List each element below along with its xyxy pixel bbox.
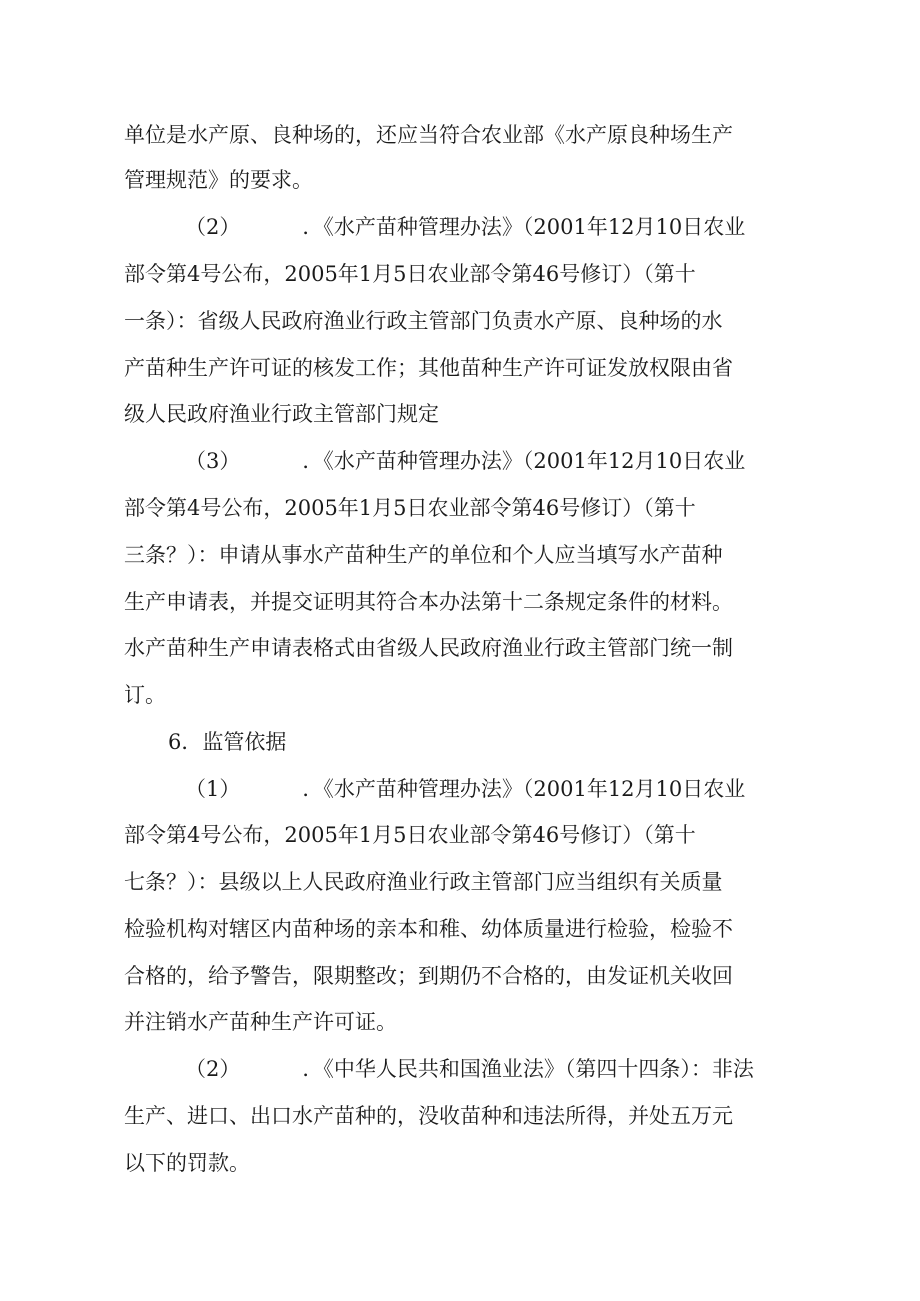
section-heading: 6．监管依据 <box>168 730 287 754</box>
paragraph-line: 部令第4号公布，2005年1月5日农业部令第46号修订）（第十 <box>124 823 696 847</box>
clause-number: （3） <box>185 449 241 473</box>
clause-3-first-line <box>185 447 745 475</box>
paragraph-line: 以下的罚款。 <box>124 1151 250 1175</box>
paragraph-line: 检验机构对辖区内苗种场的亲本和稚、幼体质量进行检验，检验不 <box>124 917 733 941</box>
paragraph-line: 合格的，给予警告，限期整改；到期仍不合格的，由发证机关收回 <box>124 964 733 988</box>
clause-text: ．《水产苗种管理办法》（2001年12月10日农业 <box>302 215 746 239</box>
paragraph-line: 级人民政府渔业行政主管部门规定 <box>124 402 439 426</box>
paragraph-line: 并注销水产苗种生产许可证。 <box>124 1010 397 1034</box>
clause-text: ．《水产苗种管理办法》（2001年12月10日农业 <box>302 449 746 473</box>
clause-number: （1） <box>185 777 241 801</box>
supervision-clause-1-first-line <box>185 775 745 803</box>
clause-number: （2） <box>185 1057 241 1081</box>
paragraph-line: 部令第4号公布，2005年1月5日农业部令第46号修订）（第十 <box>124 262 696 286</box>
paragraph-line: 单位是水产原、良种场的，还应当符合农业部《水产原良种场生产 <box>124 123 733 147</box>
paragraph-line: 管理规范》的要求。 <box>124 168 313 192</box>
paragraph-line: 生产申请表，并提交证明其符合本办法第十二条规定条件的材料。 <box>124 590 733 614</box>
paragraph-line: 生产、进口、出口水产苗种的，没收苗种和违法所得，并处五万元 <box>124 1104 733 1128</box>
paragraph-line: 三条？）：申请从事水产苗种生产的单位和个人应当填写水产苗种 <box>124 543 723 567</box>
paragraph-line: 产苗种生产许可证的核发工作；其他苗种生产许可证发放权限由省 <box>124 356 733 380</box>
paragraph-line: 七条？）：县级以上人民政府渔业行政主管部门应当组织有关质量 <box>124 870 723 894</box>
clause-text: ．《中华人民共和国渔业法》（第四十四条）：非法 <box>302 1057 754 1081</box>
supervision-clause-2-first-line <box>185 1055 754 1083</box>
paragraph-line: 一条）：省级人民政府渔业行政主管部门负责水产原、良种场的水 <box>124 309 723 333</box>
clause-number: （2） <box>185 215 241 239</box>
clause-text: ．《水产苗种管理办法》（2001年12月10日农业 <box>302 777 746 801</box>
clause-2-first-line <box>185 213 745 241</box>
paragraph-line: 水产苗种生产申请表格式由省级人民政府渔业行政主管部门统一制 <box>124 636 733 660</box>
paragraph-line: 订。 <box>124 683 166 707</box>
paragraph-line: 部令第4号公布，2005年1月5日农业部令第46号修订）（第十 <box>124 496 696 520</box>
